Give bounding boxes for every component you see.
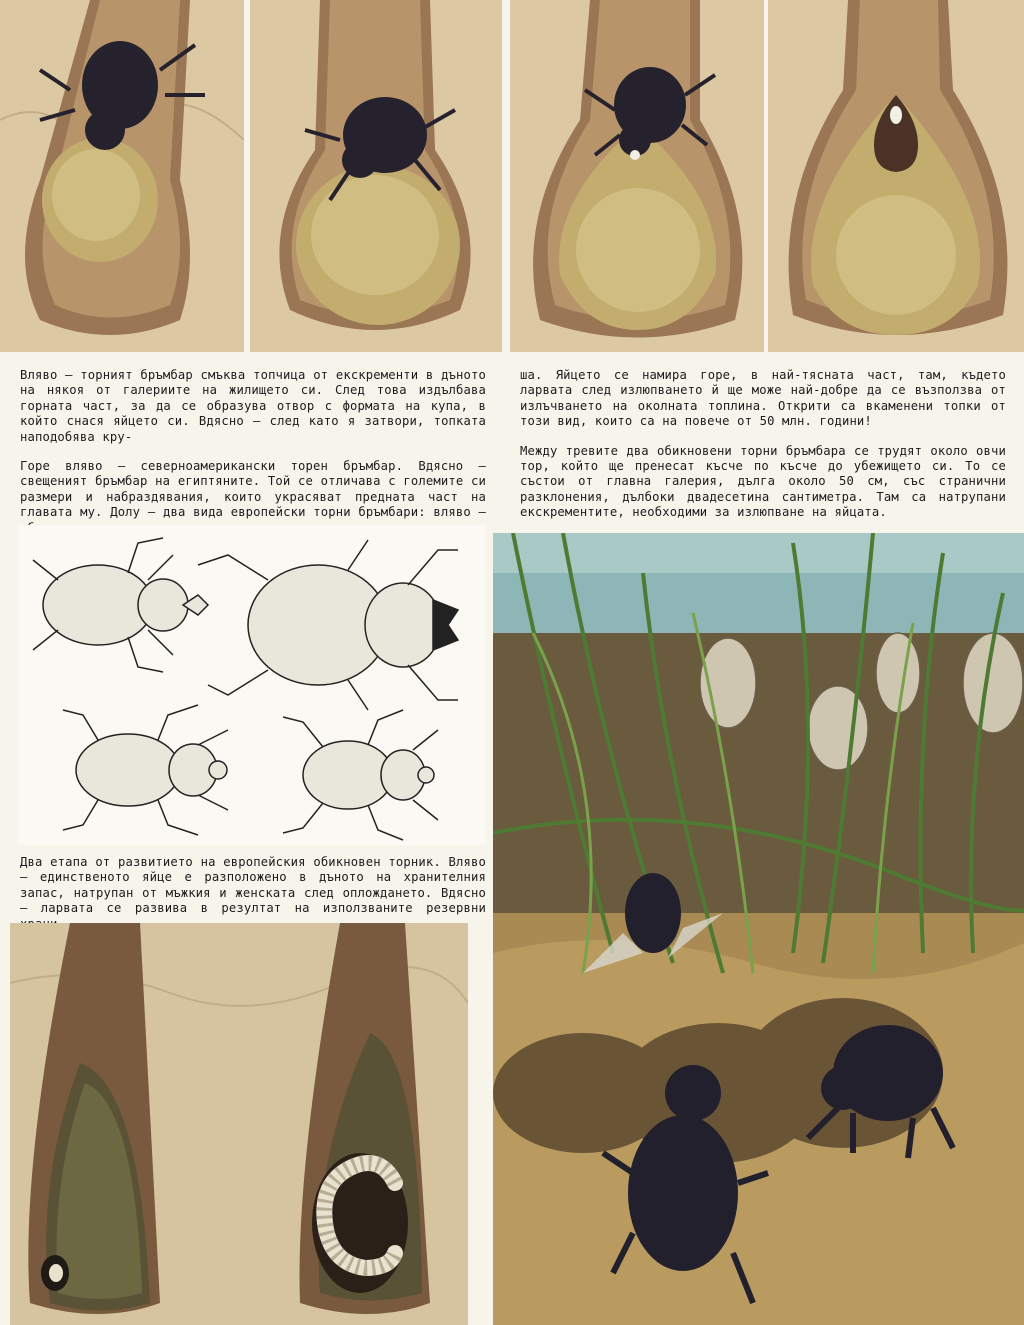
caption-burrow-left bbox=[20, 368, 486, 545]
spring-dung-beetle-drawing bbox=[283, 710, 438, 840]
caption-larva-text: Два етапа от развитието на европейския обикновен торник. Вляво — единственото яйце е разположено в дъното на хранителния запас, натрупан от мъжкия и женската след оплождането. Вдясно — ларвата се развива в резултат на използваните резервни bbox=[20, 855, 486, 916]
beetle-species-drawings bbox=[18, 525, 486, 845]
caption-burrow-right-text: ша. Яйцето се намира горе, в най-тясната част, там, където ларвата след излюпването й ще може най-добре да се възползва от излъчването на околната топлина. Открити са вкаменени топки от този вид, които са на повече от 50 млн. години! bbox=[520, 368, 1006, 429]
egg-and-larva-illustration bbox=[10, 923, 468, 1325]
caption-species-text: Горе вляво — северноамерикански торен бръмбар. Вдясно — свещеният бръмбар на египтяните. Той се отличава с големите си размери и набраздявания, които украсяват предната част на главата му. Долу — два вида европейски торни бръмбари: вляво — bbox=[20, 459, 486, 520]
north-american-dung-beetle-drawing bbox=[33, 538, 208, 672]
caption-burrow-left-text: Вляво — торният бръмбар смъква топчица от екскременти в дъното на някоя от галериите на жилището си. След това издълбава горната част, за да се образува отвор с формата на купа, в който снася яйцето си. Вдясно — след като я затвори, топката наподобява кру- bbox=[20, 368, 486, 444]
burrow-stage-1-illustration bbox=[0, 0, 244, 352]
burrow-stage-2-illustration bbox=[250, 0, 502, 352]
burrow-stage-3-illustration bbox=[510, 0, 764, 352]
burrow-stage-4-illustration bbox=[768, 0, 1024, 352]
sheep-and-beetles-illustration bbox=[493, 533, 1024, 1325]
sacred-scarab-drawing bbox=[198, 540, 458, 710]
caption-burrow-right bbox=[520, 368, 1006, 530]
caption-sheep-scene-text: Между тревите два обикновени торни бръмбара се трудят около овчи тор, който ще пренесат късче по късче до убежището си. То се състои от главна галерия, дълга около 50 см, със странични разклонения, дълбоки двадесетина сантиметра. Там са натрупани екскрементите, необходими за излюпване на яйцата. bbox=[520, 443, 1006, 520]
common-dung-beetle-drawing bbox=[63, 705, 228, 835]
